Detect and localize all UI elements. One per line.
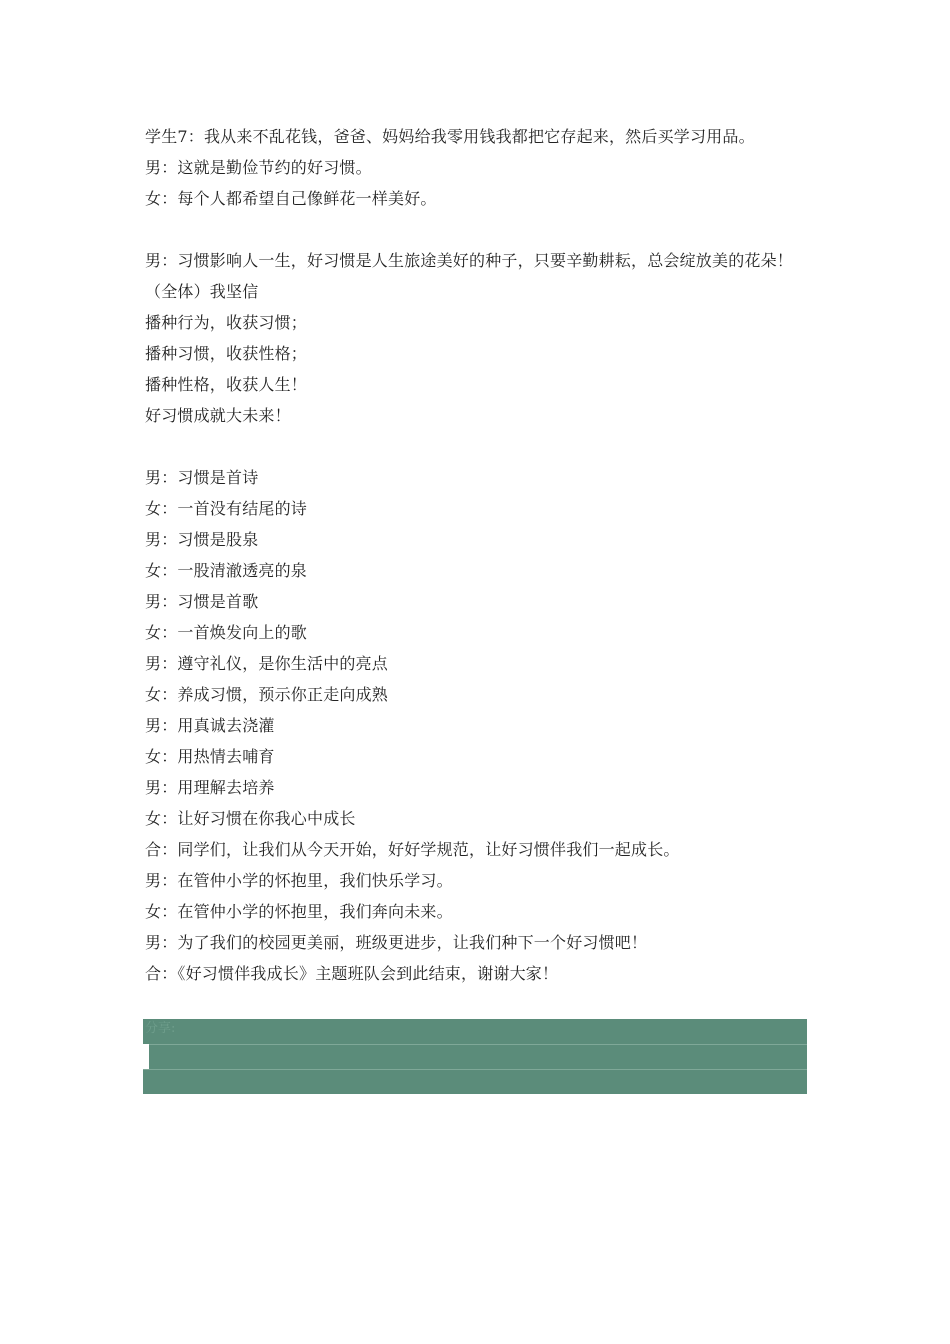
footer-divider bbox=[143, 1044, 807, 1045]
script-line-male: 男：遵守礼仪，是你生活中的亮点 bbox=[145, 654, 389, 673]
poem-line: 播种行为，收获习惯； bbox=[145, 313, 308, 332]
script-line-female: 女：一股清澈透亮的泉 bbox=[145, 561, 308, 580]
script-line-male: 男：为了我们的校园更美丽，班级更进步，让我们种下一个好习惯吧！ bbox=[145, 933, 648, 952]
poem-line: 播种习惯，收获性格； bbox=[145, 344, 308, 363]
script-line-female: 女：每个人都希望自己像鲜花一样美好。 bbox=[145, 189, 437, 208]
footer-divider bbox=[143, 1069, 807, 1070]
script-line-female: 女：一首没有结尾的诗 bbox=[145, 499, 308, 518]
script-line-together: 合：《好习惯伴我成长》主题班队会到此结束，谢谢大家！ bbox=[145, 964, 559, 983]
poem-line: 好习惯成就大未来！ bbox=[145, 406, 291, 425]
share-footer-bar bbox=[143, 1019, 807, 1094]
script-line-all: （全体）我坚信 bbox=[145, 282, 259, 301]
script-line-male: 男：习惯影响人一生，好习惯是人生旅途美好的种子，只要辛勤耕耘，总会绽放美的花朵！ bbox=[145, 251, 794, 270]
script-line-male: 男：习惯是首诗 bbox=[145, 468, 259, 487]
script-line-female: 女：让好习惯在你我心中成长 bbox=[145, 809, 356, 828]
script-line-female: 女：一首焕发向上的歌 bbox=[145, 623, 308, 642]
share-label: 分享: bbox=[145, 1021, 176, 1036]
script-line-male: 男：在管仲小学的怀抱里，我们快乐学习。 bbox=[145, 871, 453, 890]
script-line-student7: 学生7：我从来不乱花钱，爸爸、妈妈给我零用钱我都把它存起来，然后买学习用品。 bbox=[145, 127, 755, 146]
script-line-female: 女：用热情去哺育 bbox=[145, 747, 275, 766]
poem-line: 播种性格，收获人生！ bbox=[145, 375, 308, 394]
script-line-male: 男：习惯是首歌 bbox=[145, 592, 259, 611]
script-line-male: 男：用真诚去浇灌 bbox=[145, 716, 275, 735]
script-line-female: 女：养成习惯，预示你正走向成熟 bbox=[145, 685, 389, 704]
script-line-male: 男：这就是勤俭节约的好习惯。 bbox=[145, 158, 372, 177]
script-line-female: 女：在管仲小学的怀抱里，我们奔向未来。 bbox=[145, 902, 453, 921]
script-line-together: 合：同学们，让我们从今天开始，好好学规范，让好习惯伴我们一起成长。 bbox=[145, 840, 680, 859]
script-line-male: 男：习惯是股泉 bbox=[145, 530, 259, 549]
script-line-male: 男：用理解去培养 bbox=[145, 778, 275, 797]
footer-notch bbox=[143, 1044, 149, 1069]
